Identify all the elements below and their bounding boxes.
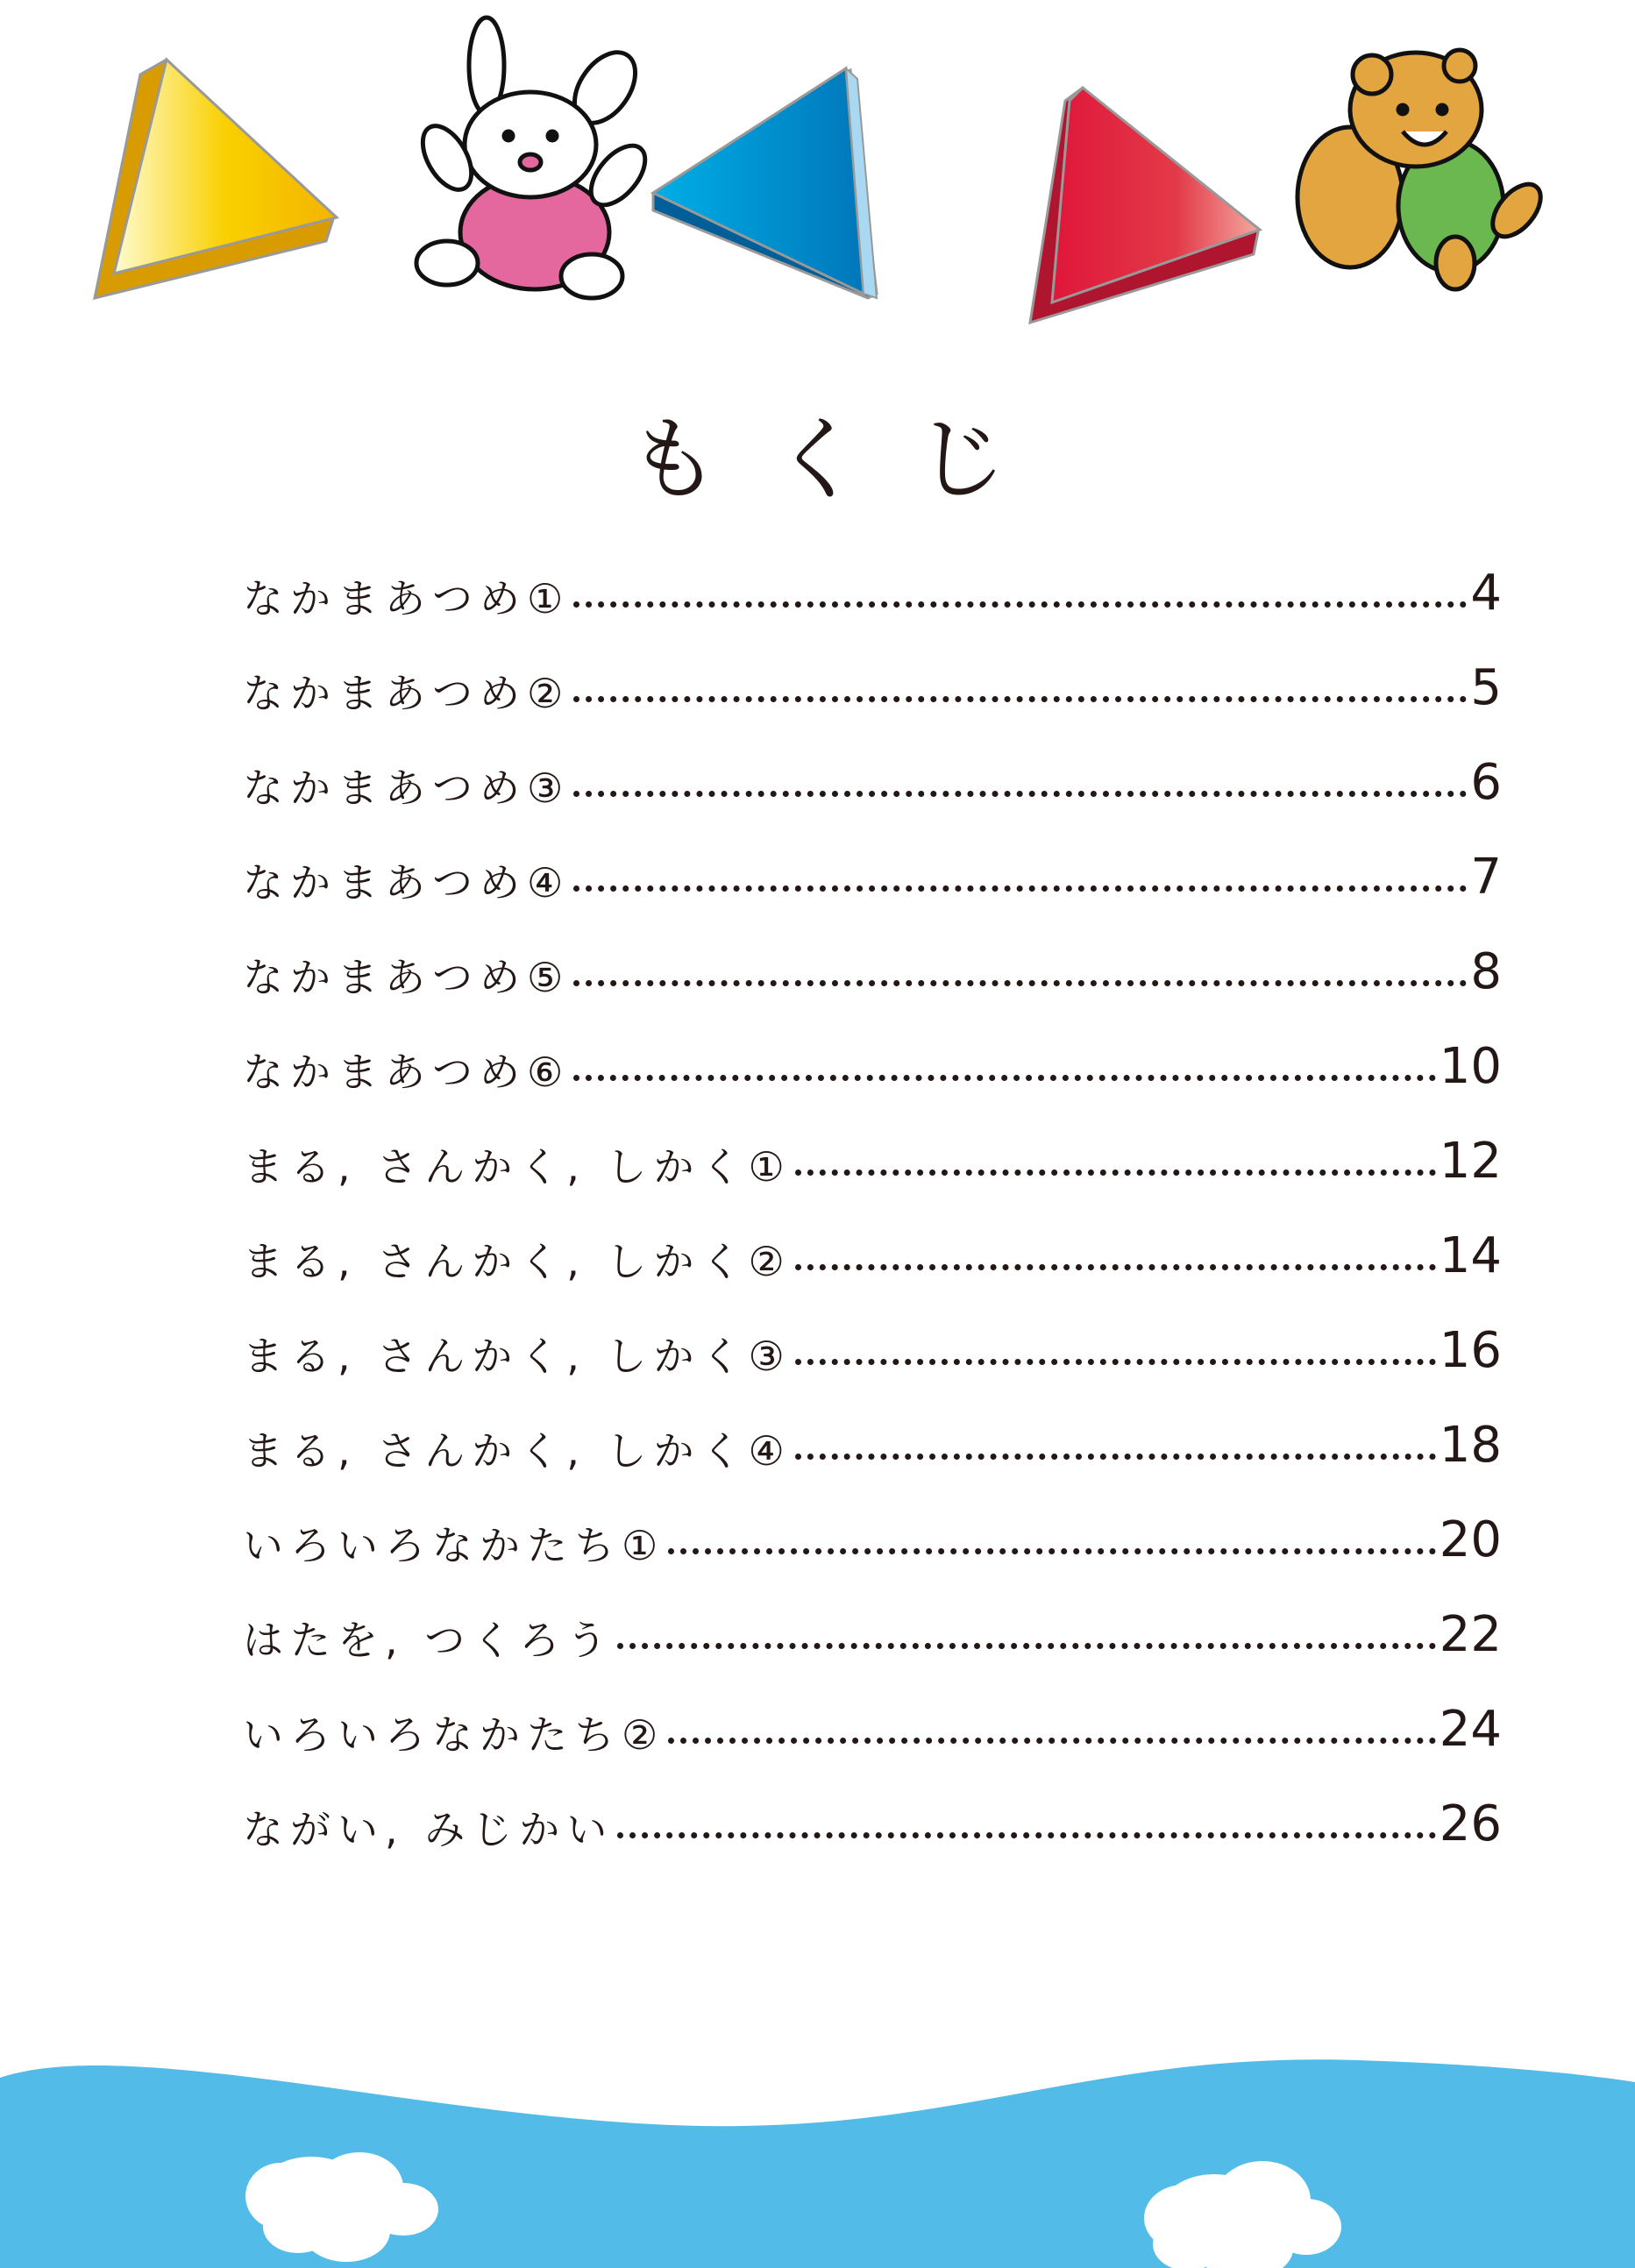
table-of-contents: [243, 530, 1502, 1856]
dotted-leader: [668, 1548, 1435, 1554]
toc-entry-title: まる, さんかく, しかく①: [243, 1143, 792, 1191]
toc-entry-title: まる, さんかく, しかく④: [243, 1427, 792, 1475]
toc-entry-page: 22: [1439, 1606, 1502, 1663]
dotted-leader: [617, 1643, 1435, 1649]
toc-entry-page: 6: [1470, 754, 1502, 811]
toc-entry-page: 20: [1439, 1511, 1502, 1568]
toc-entry: [243, 1477, 1502, 1572]
squirrel-icon: [1297, 50, 1550, 289]
toc-entry-page: 26: [1439, 1795, 1502, 1852]
toc-entry-title: なかまあつめ⑤: [243, 954, 571, 1001]
toc-entry-page: 18: [1439, 1417, 1502, 1474]
dotted-leader: [573, 601, 1467, 608]
dotted-leader: [795, 1454, 1436, 1460]
toc-entry: [243, 1383, 1502, 1477]
sky-wave: [0, 2059, 1635, 2268]
toc-entry-page: 7: [1470, 849, 1502, 906]
header-illustration: [0, 0, 1635, 351]
dotted-leader: [573, 885, 1467, 892]
toc-entry-title: まる, さんかく, しかく②: [243, 1238, 792, 1285]
toc-entry-title: なかまあつめ③: [243, 764, 571, 812]
toc-entry-title: ながい, みじかい: [243, 1806, 615, 1853]
blue-triangle-icon: [653, 68, 877, 298]
toc-entry: [243, 1667, 1502, 1761]
toc-entry-page: 24: [1439, 1701, 1502, 1758]
toc-entry-page: 8: [1470, 943, 1502, 1000]
dotted-leader: [573, 1075, 1435, 1081]
toc-entry-page: 12: [1439, 1133, 1502, 1190]
dotted-leader: [617, 1832, 1435, 1838]
toc-entry: [243, 1288, 1502, 1383]
toc-entry: [243, 814, 1502, 909]
toc-entry-page: 16: [1439, 1322, 1502, 1379]
toc-entry-page: 5: [1470, 659, 1502, 716]
dotted-leader: [795, 1359, 1436, 1365]
sky-footer: [0, 2043, 1635, 2268]
dotted-leader: [795, 1170, 1436, 1176]
rabbit-icon: [413, 18, 656, 298]
toc-entry: [243, 1098, 1502, 1193]
dotted-leader: [668, 1738, 1435, 1744]
toc-entry: [243, 625, 1502, 720]
toc-entry-title: いろいろなかたち①: [243, 1522, 665, 1569]
toc-entry-page: 10: [1439, 1038, 1502, 1095]
toc-entry: [243, 530, 1502, 625]
toc-entry: [243, 1761, 1502, 1856]
dotted-leader: [573, 980, 1467, 986]
yellow-triangle-icon: [95, 60, 337, 298]
toc-entry: [243, 1572, 1502, 1667]
toc-entry-page: 4: [1470, 565, 1502, 622]
toc-entry: [243, 1193, 1502, 1288]
toc-entry: [243, 909, 1502, 1004]
toc-entry-page: 14: [1439, 1227, 1502, 1284]
toc-entry-title: なかまあつめ④: [243, 859, 571, 906]
toc-entry-title: まる, さんかく, しかく③: [243, 1333, 792, 1380]
toc-entry: [243, 720, 1502, 814]
page-title: もくじ: [628, 406, 1060, 513]
toc-entry: [243, 1004, 1502, 1098]
toc-entry-title: いろいろなかたち②: [243, 1711, 665, 1759]
red-triangle-icon: [1030, 88, 1260, 323]
dotted-leader: [795, 1264, 1436, 1270]
toc-entry-title: はたを, つくろう: [243, 1617, 615, 1664]
dotted-leader: [573, 696, 1467, 702]
dotted-leader: [573, 791, 1467, 797]
toc-entry-title: なかまあつめ①: [243, 575, 571, 622]
toc-entry-title: なかまあつめ②: [243, 670, 571, 717]
toc-entry-title: なかまあつめ⑥: [243, 1049, 571, 1096]
